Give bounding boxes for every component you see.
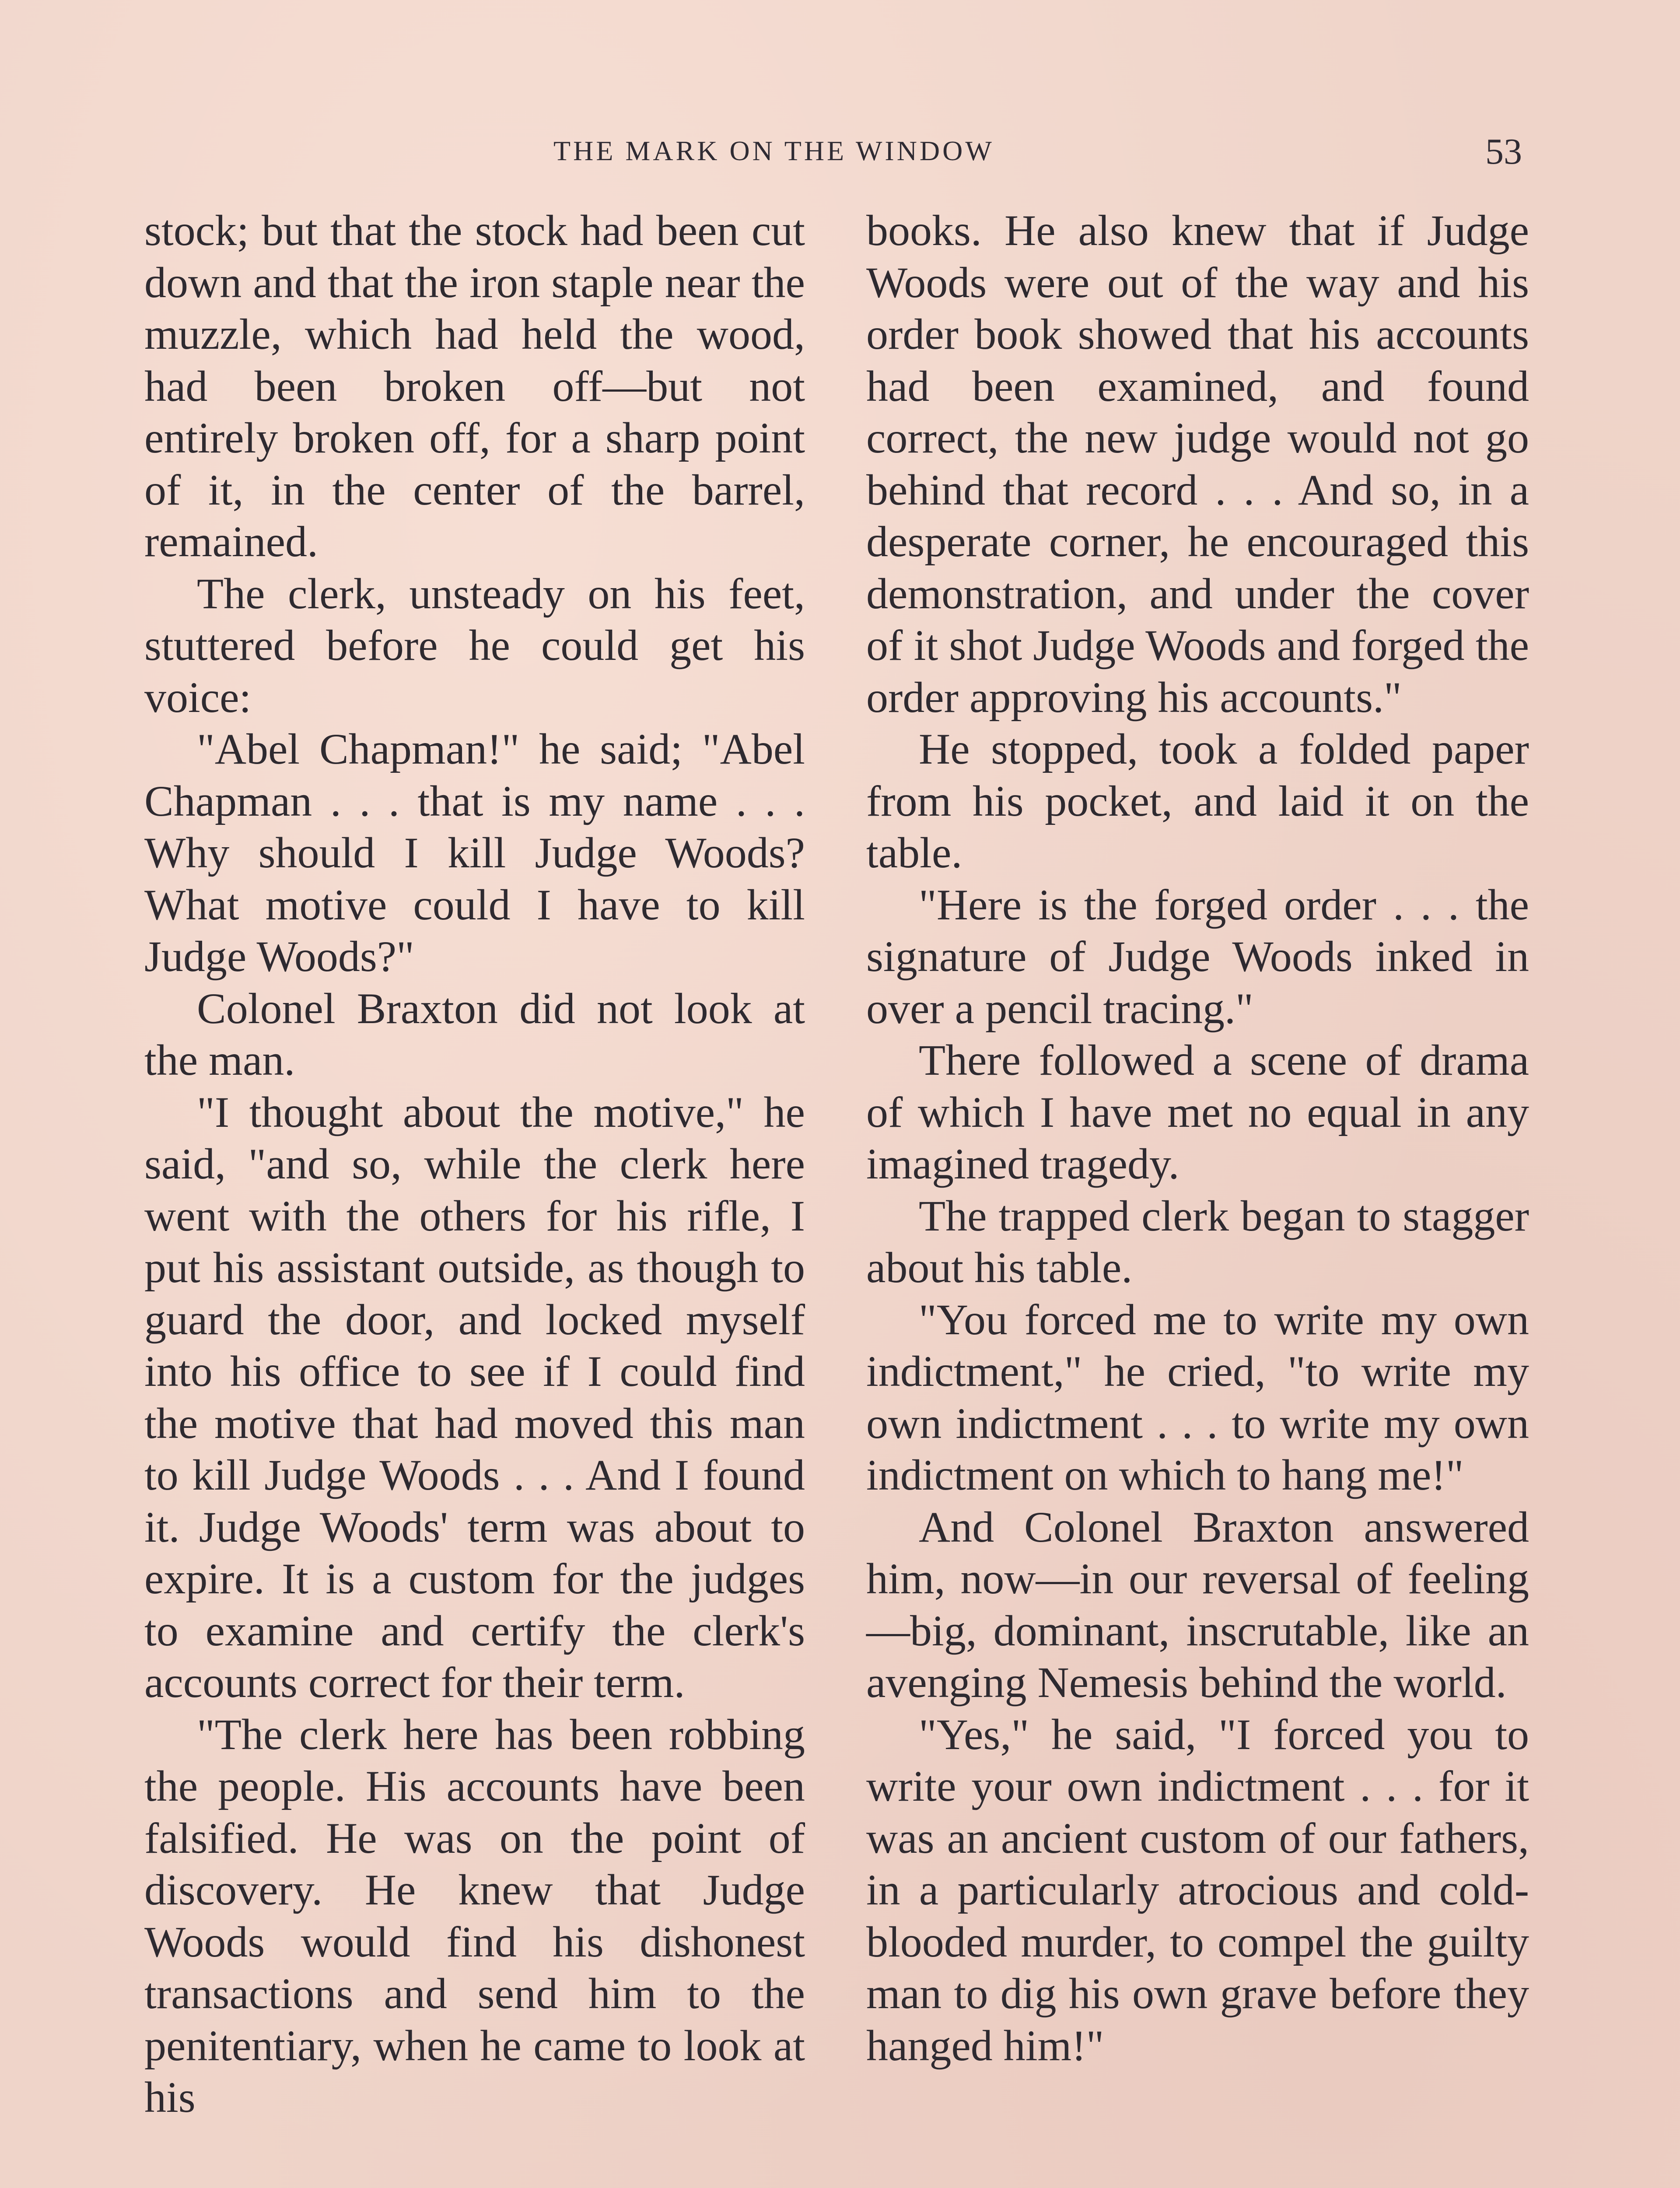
paragraph: "The clerk here has been robbing the people. His accounts have been falsified. He was on the point of discovery. He knew that Judge Woods would find his dishonest transactions and send him to the penitentiary, when he came to look at his <box>144 1710 805 2121</box>
paragraph: And Colonel Braxton answered him, now—in our reversal of feeling—big, dominant, inscrutable, like an avenging Nemesis behind the world. <box>866 1502 1529 1707</box>
paragraph: "Abel Chapman!" he said; "Abel Chapman . . . that is my name . . . Why should I kill Judge Woods? What motive could I have to kill Judge Woods?" <box>144 725 805 981</box>
paragraph: "You forced me to write my own indictment," he cried, "to write my own indictment . . . to write my own indictment on which to hang me!" <box>866 1295 1529 1499</box>
running-title: THE MARK ON THE WINDOW <box>553 135 994 166</box>
paragraph: The clerk, unsteady on his feet, stuttered before he could get his voice: <box>144 569 805 722</box>
paragraph: There followed a scene of drama of which I have met no equal in any imagined tragedy. <box>866 1036 1529 1188</box>
paragraph: The trapped clerk began to stagger about his table. <box>866 1191 1529 1292</box>
paragraph: He stopped, took a folded paper from his pocket, and laid it on the table. <box>866 725 1529 877</box>
right-column <box>866 205 1529 2072</box>
running-head <box>0 131 1680 174</box>
paragraph: Colonel Braxton did not look at the man. <box>144 984 805 1084</box>
page-number: 53 <box>1485 131 1522 172</box>
paragraph: "I thought about the motive," he said, "and so, while the clerk here went with the others for his rifle, I put his assistant outside, as though to guard the door, and locked myself into his office to see if I could find the motive that had moved this man to kill Judge Woods . . . And I found it. Judge Woods' term was about to expire. It is a custom for the judges to examine and certify the clerk's accounts correct for their term. <box>144 1087 805 1707</box>
paragraph: stock; but that the stock had been cut down and that the iron staple near the muzzle, which had held the wood, had been broken off—but not entirely broken off, for a sharp point of it, in the center of the barrel, remained. <box>144 206 805 566</box>
paragraph: books. He also knew that if Judge Woods were out of the way and his order book showed that his accounts had been examined, and found correct, the new judge would not go behind that record . . . And so, in a desperate corner, he encouraged this demonstration, and under the cover of it shot Judge Woods and forged the order approving his accounts." <box>866 206 1529 722</box>
paragraph: "Here is the forged order . . . the signature of Judge Woods inked in over a pencil tracing." <box>866 880 1529 1033</box>
left-column <box>144 205 805 2124</box>
paragraph: "Yes," he said, "I forced you to write your own indictment . . . for it was an ancient custom of our fathers, in a particularly atrocious and cold-blooded murder, to compel the guilty man to dig his own grave before they hanged him!" <box>866 1710 1529 2070</box>
